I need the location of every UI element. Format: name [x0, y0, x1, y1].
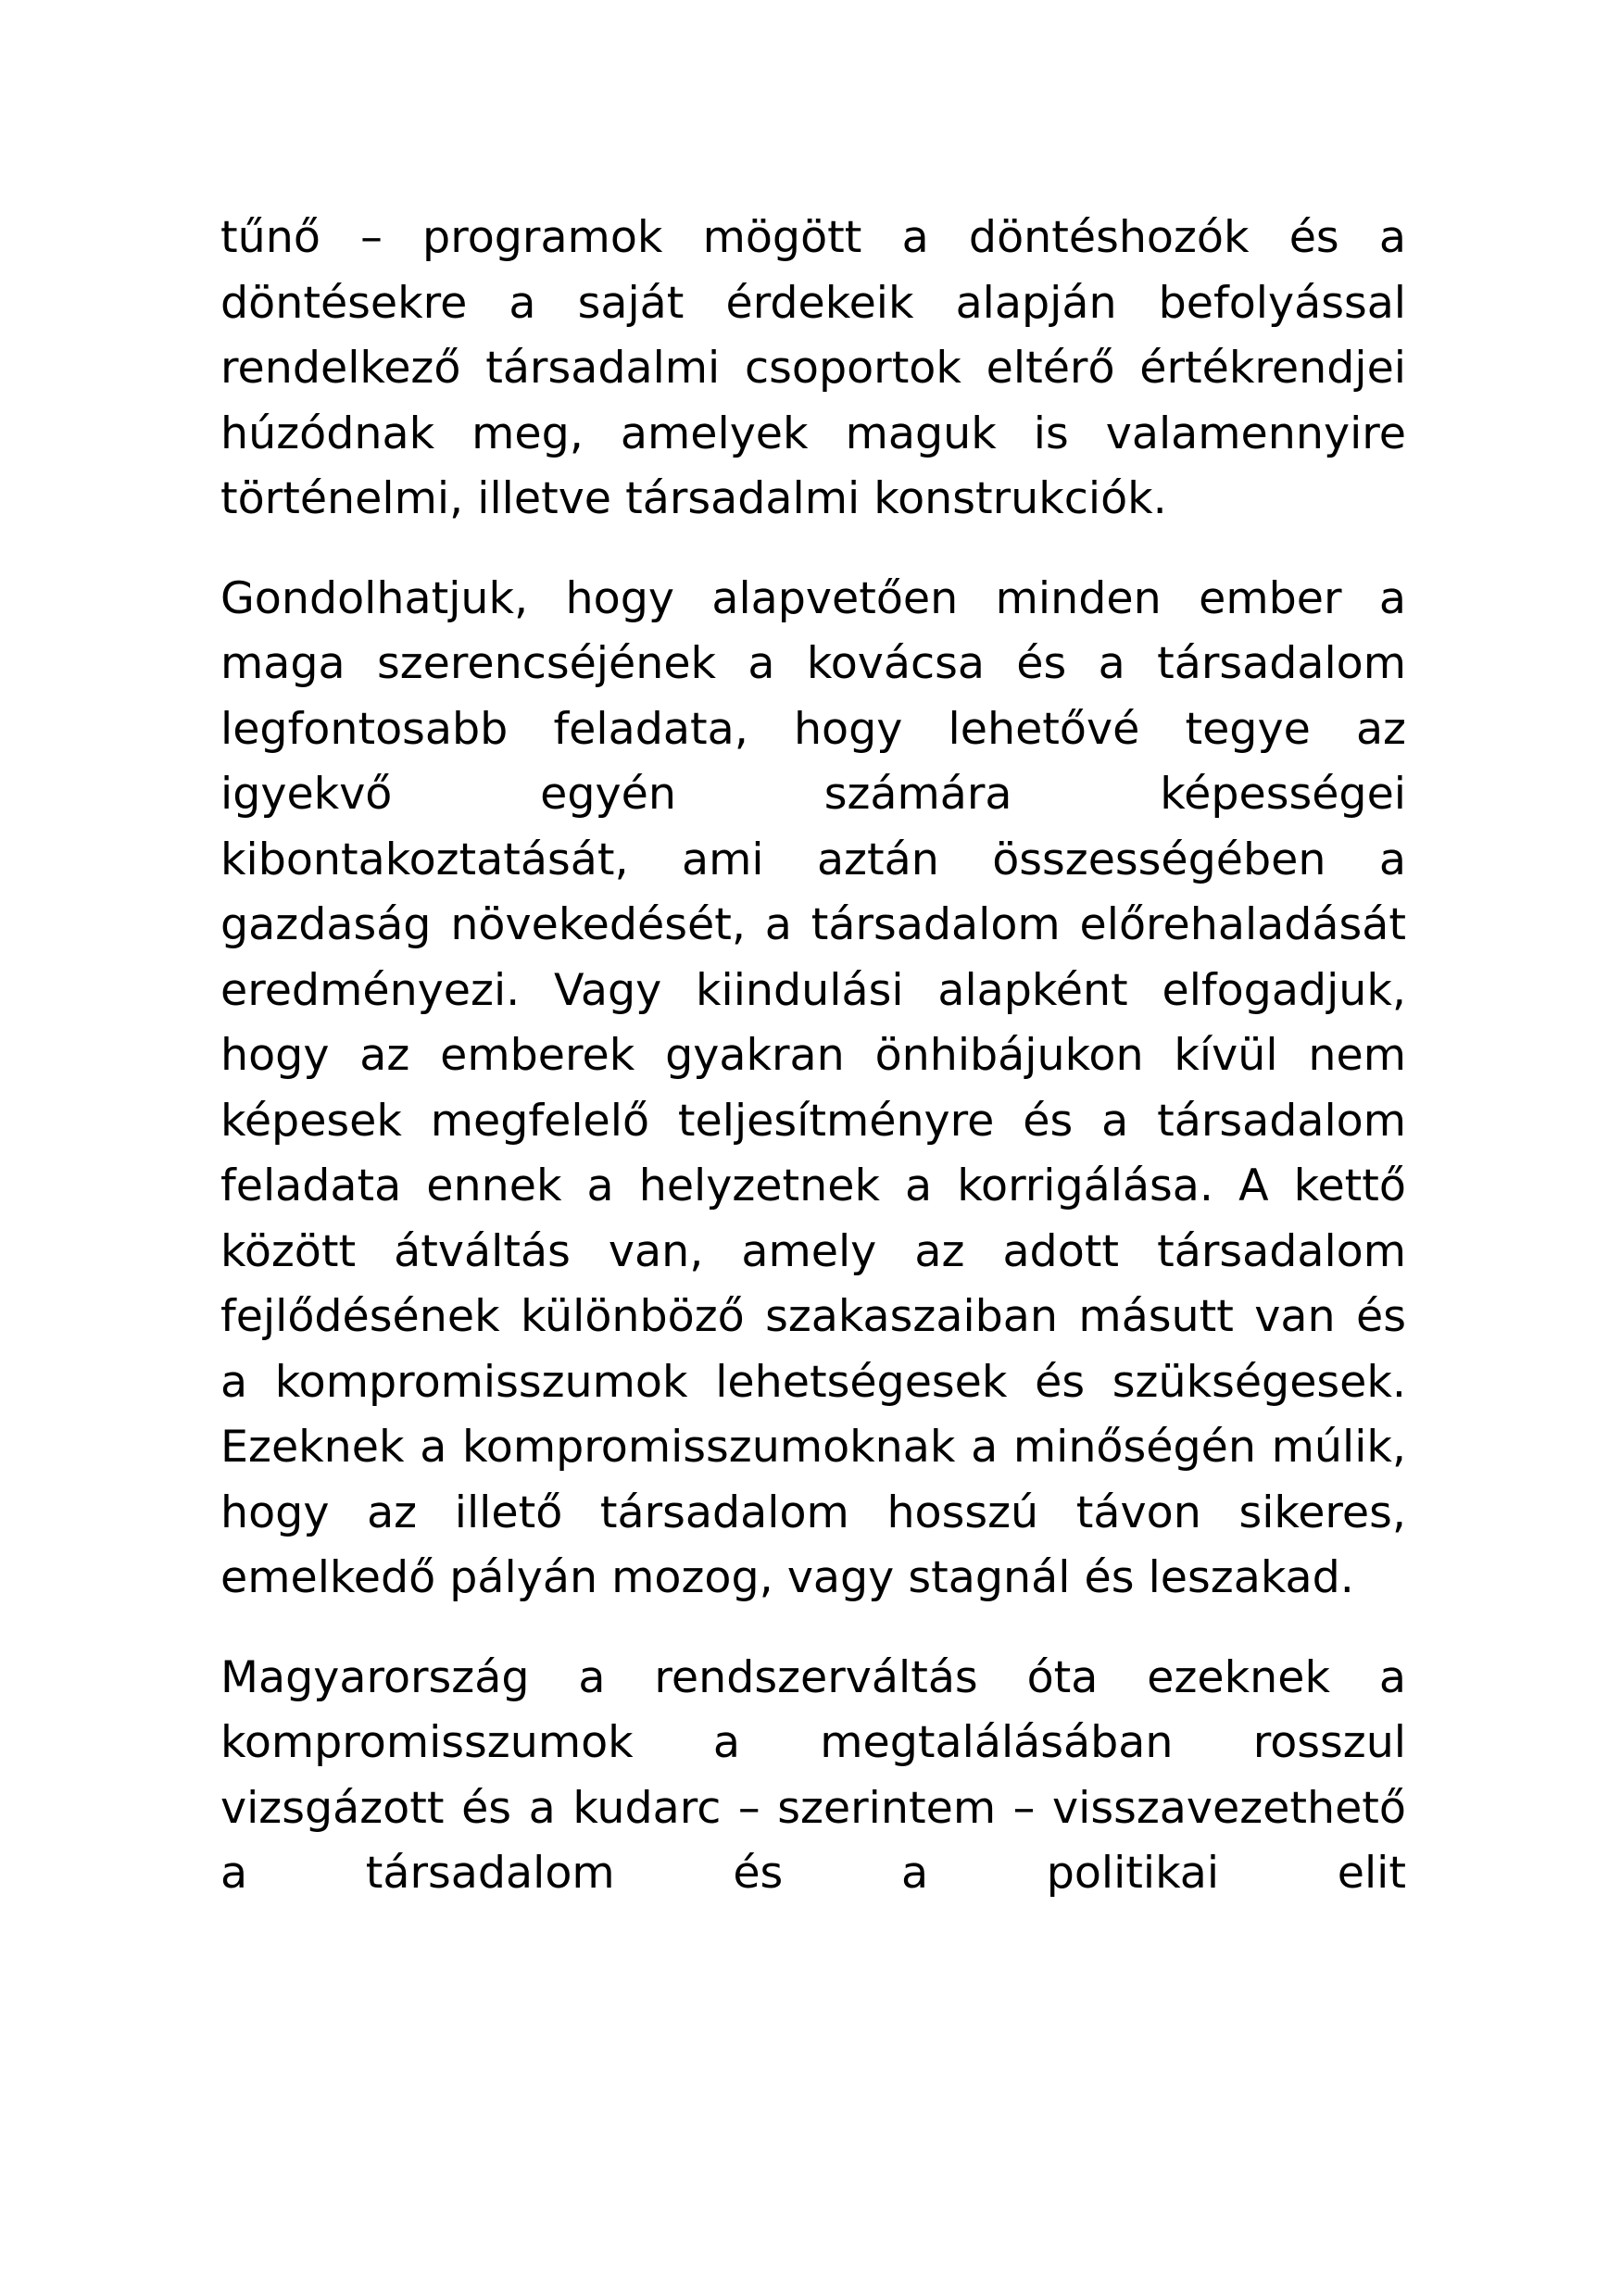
- paragraph-3: Magyarország a rendszerváltás óta ezeknek a kompromisszumok a megtalálásában rosszul vizsgázott és a kudarc – szerintem – visszavezethető a társadalom és a politikai elit: [220, 1651, 1406, 1899]
- paragraph-2: Gondolhatjuk, hogy alapvetően minden ember a maga szerencséjének a kovácsa és a társadalom legfontosabb feladata, hogy lehetővé tegye az igyekvő egyén számára képességei kibontakoztatását, ami aztán összességében a gazdaság növekedését, a társadalom előrehaladását eredményezi. Vagy kiindulási alapként elfogadjuk, hogy az emberek gyakran önhibájukon kívül nem képesek megfelelő teljesítményre és a társadalom feladata ennek a helyzetnek a korrigálása. A kettő között átváltás van, amely az adott társadalom fejlődésének különböző szakaszaiban másutt van és a kompromisszumok lehetségesek és szükségesek. Ezeknek a kompromisszumoknak a minőségén múlik, hogy az illető társadalom hosszú távon sikeres, emelkedő pályán mozog, vagy stagnál és leszakad.: [220, 572, 1406, 1603]
- body-text: [220, 206, 1406, 1941]
- paragraph-1: tűnő – programok mögött a döntéshozók és a döntésekre a saját érdekeik alapján befolyással rendelkező társadalmi csoportok eltérő értékrendjei húzódnak meg, amelyek maguk is valamennyire történelmi, illetve társadalmi konstrukciók.: [220, 212, 1406, 524]
